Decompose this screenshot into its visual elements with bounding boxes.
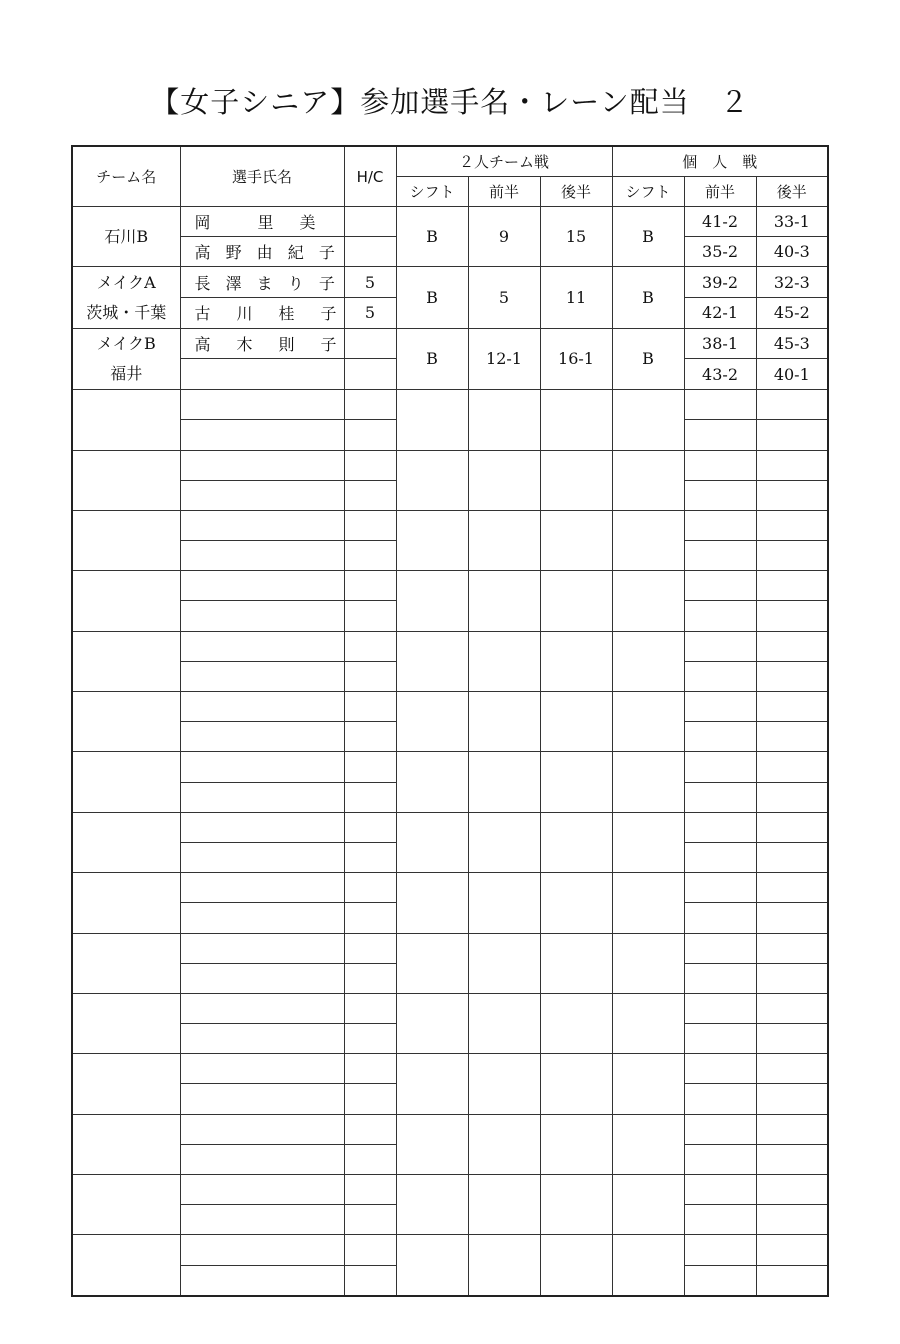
handicap-cell — [344, 812, 396, 842]
player-name-cell: 岡 里 美 — [180, 207, 344, 237]
individual-first-lane-cell — [684, 601, 756, 631]
individual-first-lane-cell — [684, 1175, 756, 1205]
individual-second-lane-cell — [756, 1235, 828, 1265]
pair-shift-cell — [396, 390, 468, 450]
team-name-cell — [72, 1054, 180, 1114]
player-name-cell — [180, 510, 344, 540]
handicap-cell — [344, 903, 396, 933]
individual-shift-cell: B — [612, 328, 684, 389]
header-ind-shift: シフト — [612, 177, 684, 207]
player-name-cell — [180, 571, 344, 601]
individual-first-lane-cell — [684, 812, 756, 842]
individual-first-lane-cell — [684, 510, 756, 540]
pair-shift-cell — [396, 1054, 468, 1114]
pair-second-lane-cell: 15 — [540, 207, 612, 267]
player-name-cell — [180, 1024, 344, 1054]
player-name-cell — [180, 541, 344, 571]
individual-second-lane-cell — [756, 752, 828, 782]
individual-first-lane-cell — [684, 1024, 756, 1054]
individual-second-lane-cell — [756, 541, 828, 571]
handicap-cell — [344, 1175, 396, 1205]
team-name-line: 石川B — [104, 226, 149, 246]
table-body — [72, 207, 828, 1297]
pair-shift-cell — [396, 1235, 468, 1296]
header-pair-shift: シフト — [396, 177, 468, 207]
player-name-cell — [180, 903, 344, 933]
team-name-line: 茨城・千葉 — [86, 302, 167, 322]
pair-first-lane-cell — [468, 993, 540, 1053]
handicap-cell: 5 — [344, 267, 396, 298]
individual-second-lane-cell — [756, 873, 828, 903]
player-name-cell: 高 木 則 子 — [180, 328, 344, 359]
pair-first-lane-cell — [468, 692, 540, 752]
player-name-cell — [180, 782, 344, 812]
player-name-cell — [180, 1144, 344, 1174]
individual-second-lane-cell — [756, 812, 828, 842]
individual-first-lane-cell — [684, 933, 756, 963]
pair-first-lane-cell — [468, 1235, 540, 1296]
page-title: 【女子シニア】参加選手名・レーン配当 ２ — [150, 85, 750, 119]
handicap-cell — [344, 782, 396, 812]
pair-first-lane-cell — [468, 450, 540, 510]
table-row — [72, 207, 828, 237]
player-name-cell — [180, 480, 344, 510]
handicap-cell — [344, 571, 396, 601]
individual-second-lane-cell: 40-1 — [756, 359, 828, 390]
handicap-cell — [344, 207, 396, 237]
individual-shift-cell — [612, 752, 684, 812]
individual-first-lane-cell — [684, 450, 756, 480]
team-name-cell — [72, 812, 180, 872]
individual-first-lane-cell — [684, 1205, 756, 1235]
pair-shift-cell — [396, 1175, 468, 1235]
individual-first-lane-cell — [684, 1054, 756, 1084]
team-name-cell — [72, 207, 180, 267]
individual-second-lane-cell — [756, 722, 828, 752]
individual-second-lane-cell — [756, 601, 828, 631]
team-name-cell — [72, 631, 180, 691]
team-name-cell — [72, 450, 180, 510]
pair-shift-cell — [396, 752, 468, 812]
player-name-cell — [180, 1054, 344, 1084]
table-row — [72, 1235, 828, 1265]
pair-first-lane-cell — [468, 752, 540, 812]
player-name-cell — [180, 420, 344, 450]
pair-first-lane-cell: 12-1 — [468, 328, 540, 389]
individual-second-lane-cell: 33-1 — [756, 207, 828, 237]
pair-second-lane-cell — [540, 1114, 612, 1174]
handicap-cell — [344, 480, 396, 510]
player-name-cell — [180, 752, 344, 782]
pair-second-lane-cell — [540, 873, 612, 933]
handicap-cell — [344, 450, 396, 480]
individual-first-lane-cell — [684, 903, 756, 933]
player-name-cell — [180, 1205, 344, 1235]
individual-first-lane-cell — [684, 692, 756, 722]
individual-first-lane-cell — [684, 571, 756, 601]
individual-shift-cell — [612, 873, 684, 933]
player-name-cell — [180, 812, 344, 842]
individual-first-lane-cell — [684, 1265, 756, 1296]
individual-second-lane-cell — [756, 571, 828, 601]
team-name-cell — [72, 328, 180, 389]
handicap-cell — [344, 692, 396, 722]
individual-first-lane-cell — [684, 993, 756, 1023]
individual-second-lane-cell — [756, 1084, 828, 1114]
handicap-cell — [344, 963, 396, 993]
player-name-cell — [180, 359, 344, 390]
handicap-cell — [344, 722, 396, 752]
pair-second-lane-cell — [540, 993, 612, 1053]
header-individual-event: 個 人 戦 — [612, 146, 828, 177]
player-name-cell — [180, 390, 344, 420]
pair-first-lane-cell — [468, 933, 540, 993]
pair-shift-cell — [396, 450, 468, 510]
pair-shift-cell — [396, 631, 468, 691]
handicap-cell — [344, 1235, 396, 1265]
pair-second-lane-cell: 11 — [540, 267, 612, 328]
individual-second-lane-cell — [756, 993, 828, 1023]
individual-first-lane-cell — [684, 963, 756, 993]
player-name-cell — [180, 1175, 344, 1205]
individual-shift-cell — [612, 631, 684, 691]
table-row — [72, 873, 828, 903]
handicap-cell — [344, 631, 396, 661]
individual-second-lane-cell — [756, 1175, 828, 1205]
individual-shift-cell — [612, 1054, 684, 1114]
individual-first-lane-cell — [684, 480, 756, 510]
pair-second-lane-cell — [540, 510, 612, 570]
individual-first-lane-cell: 43-2 — [684, 359, 756, 390]
header-ind-second: 後半 — [756, 177, 828, 207]
handicap-cell — [344, 873, 396, 903]
table-row — [72, 1175, 828, 1205]
team-name-cell — [72, 933, 180, 993]
header-player: 選手氏名 — [180, 146, 344, 207]
team-name-cell — [72, 692, 180, 752]
player-name-cell: 長 澤 ま り 子 — [180, 267, 344, 298]
individual-second-lane-cell — [756, 963, 828, 993]
table-row — [72, 450, 828, 480]
table-row — [72, 510, 828, 540]
table-row — [72, 812, 828, 842]
pair-shift-cell — [396, 571, 468, 631]
individual-second-lane-cell — [756, 1114, 828, 1144]
pair-shift-cell — [396, 812, 468, 872]
individual-shift-cell: B — [612, 207, 684, 267]
individual-second-lane-cell — [756, 1265, 828, 1296]
individual-first-lane-cell — [684, 722, 756, 752]
table-row — [72, 1054, 828, 1084]
individual-second-lane-cell — [756, 1024, 828, 1054]
individual-second-lane-cell — [756, 1144, 828, 1174]
handicap-cell — [344, 510, 396, 540]
individual-second-lane-cell — [756, 510, 828, 540]
individual-first-lane-cell — [684, 752, 756, 782]
individual-second-lane-cell: 32-3 — [756, 267, 828, 298]
player-name-cell — [180, 933, 344, 963]
team-name-cell — [72, 1175, 180, 1235]
individual-first-lane-cell — [684, 661, 756, 691]
player-name-cell — [180, 1114, 344, 1144]
individual-first-lane-cell — [684, 873, 756, 903]
player-name-cell — [180, 963, 344, 993]
pair-second-lane-cell — [540, 631, 612, 691]
team-name-cell — [72, 1114, 180, 1174]
team-name-cell — [72, 752, 180, 812]
individual-first-lane-cell — [684, 1144, 756, 1174]
pair-first-lane-cell: 9 — [468, 207, 540, 267]
individual-first-lane-cell — [684, 1084, 756, 1114]
individual-second-lane-cell: 45-3 — [756, 328, 828, 359]
table-row — [72, 752, 828, 782]
handicap-cell — [344, 752, 396, 782]
player-name-cell — [180, 631, 344, 661]
player-name-cell — [180, 842, 344, 872]
pair-first-lane-cell — [468, 510, 540, 570]
individual-first-lane-cell — [684, 390, 756, 420]
pair-shift-cell — [396, 993, 468, 1053]
handicap-cell — [344, 1084, 396, 1114]
table-row — [72, 571, 828, 601]
individual-first-lane-cell — [684, 631, 756, 661]
individual-second-lane-cell — [756, 390, 828, 420]
individual-second-lane-cell — [756, 692, 828, 722]
pair-second-lane-cell — [540, 692, 612, 752]
pair-shift-cell: B — [396, 207, 468, 267]
table-row — [72, 933, 828, 963]
player-name-cell — [180, 661, 344, 691]
pair-shift-cell — [396, 1114, 468, 1174]
individual-shift-cell — [612, 1235, 684, 1296]
handicap-cell — [344, 933, 396, 963]
individual-first-lane-cell — [684, 541, 756, 571]
pair-second-lane-cell — [540, 1175, 612, 1235]
header-team: チーム名 — [72, 146, 180, 207]
pair-second-lane-cell — [540, 812, 612, 872]
player-name-cell — [180, 450, 344, 480]
individual-second-lane-cell: 40-3 — [756, 237, 828, 267]
pair-first-lane-cell — [468, 390, 540, 450]
player-name-cell: 高 野 由 紀 子 — [180, 237, 344, 267]
individual-shift-cell: B — [612, 267, 684, 328]
header-pair-second: 後半 — [540, 177, 612, 207]
individual-second-lane-cell — [756, 903, 828, 933]
individual-second-lane-cell: 45-2 — [756, 298, 828, 329]
handicap-cell — [344, 993, 396, 1023]
handicap-cell — [344, 237, 396, 267]
pair-second-lane-cell — [540, 390, 612, 450]
individual-second-lane-cell — [756, 631, 828, 661]
individual-shift-cell — [612, 933, 684, 993]
team-name-line: メイクB — [96, 333, 156, 353]
pair-first-lane-cell — [468, 1114, 540, 1174]
pair-shift-cell — [396, 933, 468, 993]
table-row — [72, 631, 828, 661]
team-name-cell — [72, 1235, 180, 1296]
individual-second-lane-cell — [756, 420, 828, 450]
handicap-cell — [344, 1114, 396, 1144]
player-name-cell — [180, 601, 344, 631]
pair-first-lane-cell — [468, 1054, 540, 1114]
pair-second-lane-cell — [540, 752, 612, 812]
individual-shift-cell — [612, 692, 684, 752]
individual-shift-cell — [612, 1175, 684, 1235]
handicap-cell — [344, 541, 396, 571]
team-name-line: メイクA — [96, 272, 156, 292]
individual-shift-cell — [612, 571, 684, 631]
handicap-cell — [344, 1144, 396, 1174]
individual-first-lane-cell — [684, 782, 756, 812]
pair-second-lane-cell: 16-1 — [540, 328, 612, 389]
table-row — [72, 1114, 828, 1144]
pair-shift-cell: B — [396, 328, 468, 389]
pair-second-lane-cell — [540, 933, 612, 993]
individual-shift-cell — [612, 993, 684, 1053]
table-row — [72, 692, 828, 722]
handicap-cell — [344, 661, 396, 691]
handicap-cell — [344, 328, 396, 359]
individual-shift-cell — [612, 450, 684, 510]
header-pair-event: ２人チーム戦 — [396, 146, 612, 177]
individual-shift-cell — [612, 510, 684, 570]
individual-first-lane-cell — [684, 1114, 756, 1144]
team-name-cell — [72, 993, 180, 1053]
individual-second-lane-cell — [756, 782, 828, 812]
individual-second-lane-cell — [756, 1054, 828, 1084]
team-name-cell — [72, 571, 180, 631]
individual-first-lane-cell: 35-2 — [684, 237, 756, 267]
player-name-cell — [180, 1265, 344, 1296]
individual-first-lane-cell — [684, 420, 756, 450]
header-pair-first: 前半 — [468, 177, 540, 207]
pair-shift-cell — [396, 873, 468, 933]
pair-second-lane-cell — [540, 1235, 612, 1296]
pair-first-lane-cell — [468, 571, 540, 631]
individual-first-lane-cell: 39-2 — [684, 267, 756, 298]
team-name-line: 福井 — [110, 363, 143, 383]
individual-second-lane-cell — [756, 661, 828, 691]
table-row — [72, 328, 828, 359]
pair-first-lane-cell: 5 — [468, 267, 540, 328]
handicap-cell — [344, 601, 396, 631]
pair-first-lane-cell — [468, 631, 540, 691]
pair-first-lane-cell — [468, 812, 540, 872]
pair-first-lane-cell — [468, 873, 540, 933]
header-hc: H/C — [344, 146, 396, 207]
individual-second-lane-cell — [756, 450, 828, 480]
individual-second-lane-cell — [756, 480, 828, 510]
table-row — [72, 390, 828, 420]
pair-second-lane-cell — [540, 571, 612, 631]
individual-second-lane-cell — [756, 842, 828, 872]
table-row — [72, 267, 828, 298]
individual-second-lane-cell — [756, 1205, 828, 1235]
player-name-cell — [180, 993, 344, 1023]
player-name-cell — [180, 722, 344, 752]
pair-first-lane-cell — [468, 1175, 540, 1235]
individual-first-lane-cell: 38-1 — [684, 328, 756, 359]
handicap-cell — [344, 1205, 396, 1235]
player-name-cell — [180, 692, 344, 722]
individual-first-lane-cell — [684, 1235, 756, 1265]
handicap-cell — [344, 420, 396, 450]
handicap-cell — [344, 390, 396, 420]
player-name-cell: 古 川 桂 子 — [180, 298, 344, 329]
header-ind-first: 前半 — [684, 177, 756, 207]
pair-second-lane-cell — [540, 1054, 612, 1114]
handicap-cell — [344, 1054, 396, 1084]
player-name-cell — [180, 1235, 344, 1265]
handicap-cell: 5 — [344, 298, 396, 329]
table-row — [72, 993, 828, 1023]
handicap-cell — [344, 1024, 396, 1054]
individual-shift-cell — [612, 390, 684, 450]
individual-first-lane-cell: 42-1 — [684, 298, 756, 329]
pair-second-lane-cell — [540, 450, 612, 510]
handicap-cell — [344, 1265, 396, 1296]
team-name-cell — [72, 873, 180, 933]
pair-shift-cell — [396, 692, 468, 752]
individual-first-lane-cell — [684, 842, 756, 872]
individual-second-lane-cell — [756, 933, 828, 963]
team-name-cell — [72, 267, 180, 328]
lane-assignment-table — [71, 145, 829, 1297]
player-name-cell — [180, 873, 344, 903]
pair-shift-cell — [396, 510, 468, 570]
team-name-cell — [72, 510, 180, 570]
handicap-cell — [344, 842, 396, 872]
player-name-cell — [180, 1084, 344, 1114]
individual-first-lane-cell: 41-2 — [684, 207, 756, 237]
individual-shift-cell — [612, 812, 684, 872]
individual-shift-cell — [612, 1114, 684, 1174]
pair-shift-cell: B — [396, 267, 468, 328]
header-row-1 — [72, 146, 828, 177]
team-name-cell — [72, 390, 180, 450]
handicap-cell — [344, 359, 396, 390]
